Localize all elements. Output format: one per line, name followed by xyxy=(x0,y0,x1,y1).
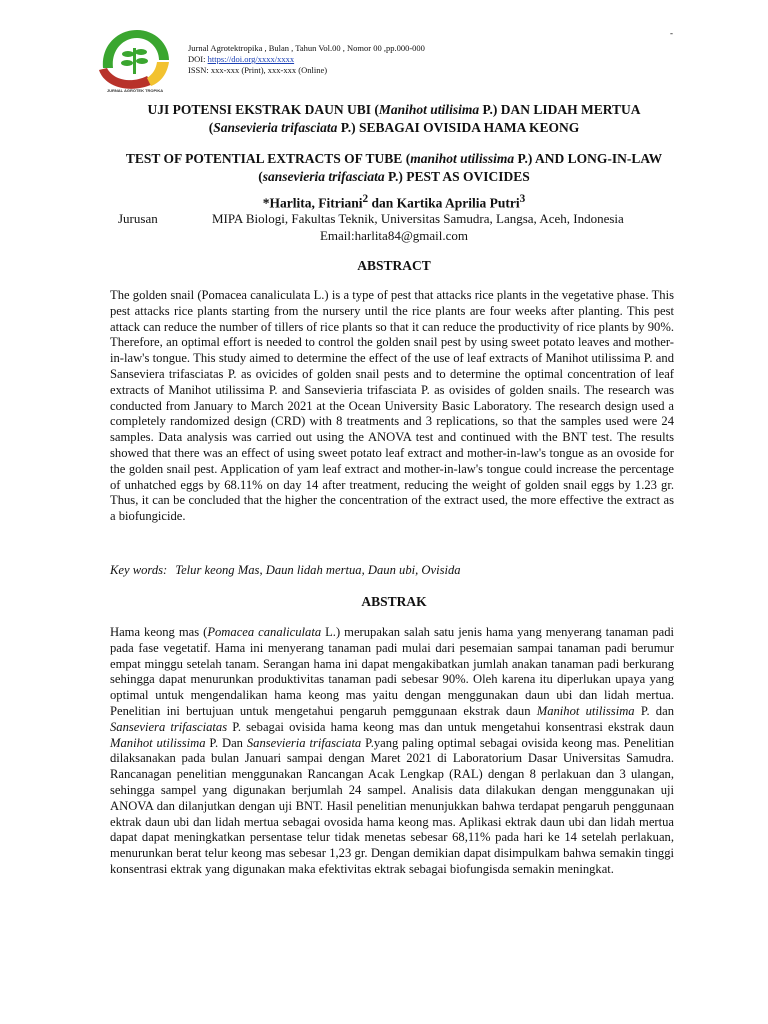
doi-line xyxy=(188,54,425,65)
abstrak-body: Hama keong mas (Pomacea canaliculata L.) merupakan salah satu jenis hama yang menyerang tanaman padi pada fase vegetatif. Hama ini menyerang tanaman padi mulai dari pesemaian sampai tanaman padi berumur empat minggu setelah tanam. Serangan hama ini dapat mengakibatkan jumlah anakan tanaman padi berkurang sehingga dapat menurunkan produktivitas tanaman padi sebesar 90%. Oleh karena itu diperlukan upaya yang optimal untuk mengendalikan hama keong mas yaitu dengan menggunakan daun ubi dan lidah mertua. Penelitian ini bertujuan untuk mengetahui pengaruh pemggunaan ekstrak daun Manihot utilissima P. dan Sanseviera trifasciatas P. sebagai ovisida hama keong mas dan untuk mengetahui konsentrasi ekstrak daun Manihot utilissima P. Dan Sansevieria trifasciata P.yang paling optimal sebagai ovisida keong mas. Penelitian dilaksanakan pada bulan Januari sampai dengan Maret 2021 di Laboratorium Dasar Universitas Samudra. Rancanagan penelitian menggunakan Rancangan Acak Lengkap (RAL) dengan 8 perlakuan dan 3 ulangan, sehingga sampel yang digunakan berjumlah 24 sampel. Analisis data dilakukan dengan menggunakan uji ANOVA dan dilanjutkan dengan uji BNT. Hasil penelitian menunjukkan bahwa terdapat pengaruh penggunaan ektrak daun ubi dan lidah mertua sebagai ovosida hama keong mas. Aplikasi ektrak daun ubi dan lidah mertua dapat dapat meningkatkan persentase telur tidak menetas sebesar 68,11% pada hari ke 14 setelah perlakuan, menurunkan berat telur keong mas sebesar 1,23 gr. Dengan demikian dapat disimpulkam bahwa semakin tinggi konsentrasi ektrak yang digunakan maka efektivitas ektrak sebagai biofungisda semakin meningkat. xyxy=(110,625,675,876)
journal-citation-line: Jurnal Agrotektropika , Bulan , Tahun Vol.00 , Nomor 00 ,pp.000-000 xyxy=(188,43,425,53)
issn-line: ISSN: xxx-xxx (Print), xxx-xxx (Online) xyxy=(188,65,328,75)
abstrak-heading: ABSTRAK xyxy=(361,594,427,609)
title-en-line1: TEST OF POTENTIAL EXTRACTS OF TUBE (manihot utilissima P.) AND LONG-IN-LAW xyxy=(125,151,663,166)
logo-icon xyxy=(95,24,175,94)
affiliation-label: Jurusan xyxy=(118,211,158,226)
keywords-label: Key words: xyxy=(110,563,168,577)
title-english xyxy=(60,150,728,186)
keywords-values: Telur keong Mas, Daun lidah mertua, Daun ubi, Ovisida xyxy=(175,563,461,577)
corner-mark: - xyxy=(670,28,673,38)
title-en-line2: (sansevieria trifasciata P.) PEST AS OVICIDES xyxy=(258,169,530,184)
affiliation-text: MIPA Biologi, Fakultas Teknik, Universitas Samudra, Langsa, Aceh, Indonesia xyxy=(212,211,624,226)
title-id-line2: (Sansevieria trifasciata P.) SEBAGAI OVISIDA HAMA KEONG xyxy=(208,120,580,135)
journal-logo xyxy=(95,24,175,94)
title-id-line1: UJI POTENSI EKSTRAK DAUN UBI (Manihot utilisima P.) DAN LIDAH MERTUA xyxy=(147,102,641,117)
journal-header xyxy=(188,43,425,76)
abstract-body: The golden snail (Pomacea canaliculata L.) is a type of pest that attacks rice plants in the vegetative phase. This pest attacks rice plants starting from the nursery until the rice plants are four weeks after planting. This pest attack can reduce the number of tillers of rice plants so that it can reduce the productivity of rice plants by 90%. Therefore, an optimal effort is needed to control the golden snail pest by using sweet potato leaves and mother-in-law's tongue. This study aimed to determine the effect of the use of leaf extracts of Manihot utilissima P. and Sanseviera trifasciatas P. as ovicides of golden snail pests and to determine the optimal concentration of leaf extracts of Manihot utilissima P. and Sansevieria trifasciata P. as ovisides of golden snails. The research was conducted from January to March 2021 at the Ocean University Basic Laboratory. The research design used a completely randomized design (CRD) with 8 treatments and 3 replications, so that the samples used were 24 samples. Data analysis was carried out using the ANOVA test and continued with the BNT test. The results showed that there was an effect of using sweet potato leaf extract and mother-in-law's tongue as an ovoside for the golden snail pest. Application of yam leaf extract and mother-in-law's tongue could increase the percentage of unhatched eggs by 68.11% on day 14 after treatment, reducing the weight of golden snail eggs by 1.23 gr. Thus, it can be concluded that the higher the concentration of the extract used, the more effective the extract as a biofungicide. xyxy=(110,288,674,524)
abstract-heading: ABSTRACT xyxy=(357,258,431,273)
doi-label: DOI: xyxy=(188,54,208,64)
keywords-line xyxy=(110,563,461,578)
author-list: *Harlita, Fitriani$^2$ dan Kartika Aprilia Putri$^3$ xyxy=(262,193,526,211)
logo-caption: JURNAL AGROTEK TROPIKA xyxy=(106,88,164,93)
author-email: Email:harlita84@gmail.com xyxy=(319,228,469,243)
doi-link[interactable]: https://doi.org/xxxx/xxxx xyxy=(207,54,295,64)
title-indonesian xyxy=(60,101,728,137)
